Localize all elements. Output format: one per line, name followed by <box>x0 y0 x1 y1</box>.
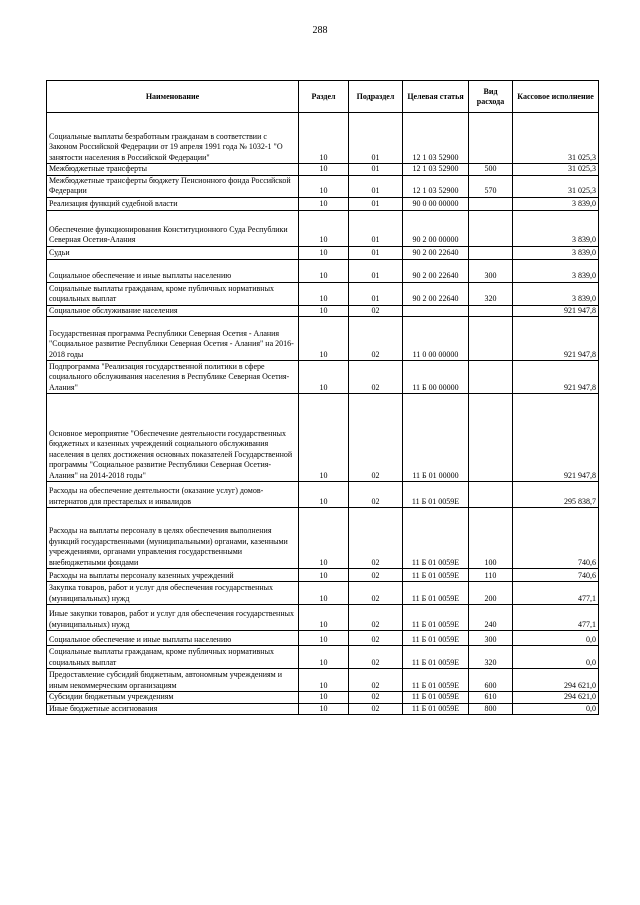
cell-kind <box>469 482 513 508</box>
cell-section: 10 <box>299 394 349 482</box>
cell-name: Подпрограмма "Реализация государственной политики в сфере социального обслуживания населения в Республике Северная Осетия-Алания" <box>47 361 299 394</box>
cell-name: Социальное обеспечение и иные выплаты населению <box>47 631 299 646</box>
cell-amount: 477,1 <box>513 582 599 605</box>
cell-subsection: 02 <box>349 569 403 582</box>
cell-kind: 110 <box>469 569 513 582</box>
table-row <box>47 305 599 317</box>
cell-amount: 3 839,0 <box>513 282 599 305</box>
cell-kind <box>469 197 513 210</box>
table-row <box>47 210 599 246</box>
cell-kind: 320 <box>469 282 513 305</box>
cell-article: 90 2 00 22640 <box>403 259 469 282</box>
cell-article: 11 Б 01 0059Е <box>403 569 469 582</box>
cell-article: 90 0 00 00000 <box>403 197 469 210</box>
cell-name: Иные закупки товаров, работ и услуг для обеспечения государственных (муниципальных) нужд <box>47 605 299 631</box>
cell-section: 10 <box>299 317 349 361</box>
cell-subsection: 01 <box>349 113 403 164</box>
cell-amount: 740,6 <box>513 569 599 582</box>
cell-name: Судьи <box>47 246 299 259</box>
cell-article: 11 0 00 00000 <box>403 317 469 361</box>
table-row <box>47 394 599 482</box>
table-row <box>47 508 599 569</box>
cell-subsection: 02 <box>349 305 403 317</box>
cell-name: Государственная программа Республики Северная Осетия - Алания "Социальное развитие Республики Северная Осетия - Алания" на 2016-2018 годы <box>47 317 299 361</box>
cell-section: 10 <box>299 482 349 508</box>
column-header-name: Наименование <box>47 81 299 113</box>
cell-amount: 31 025,3 <box>513 175 599 197</box>
table-row <box>47 361 599 394</box>
cell-amount: 477,1 <box>513 605 599 631</box>
table-row <box>47 569 599 582</box>
cell-kind: 600 <box>469 669 513 692</box>
cell-article: 11 Б 01 0059Е <box>403 646 469 669</box>
cell-subsection: 02 <box>349 508 403 569</box>
cell-article: 11 Б 01 0059Е <box>403 703 469 715</box>
table-row <box>47 605 599 631</box>
cell-amount: 921 947,8 <box>513 305 599 317</box>
cell-kind <box>469 210 513 246</box>
table-row <box>47 175 599 197</box>
cell-subsection: 02 <box>349 482 403 508</box>
cell-kind: 200 <box>469 582 513 605</box>
cell-section: 10 <box>299 361 349 394</box>
cell-name: Социальное обслуживание населения <box>47 305 299 317</box>
cell-section: 10 <box>299 175 349 197</box>
cell-subsection: 01 <box>349 197 403 210</box>
cell-name: Основное мероприятие "Обеспечение деятельности государственных бюджетных и казенных учреждений социального обслуживания населения в целях достижения основных показателей Государственной программы "Социальное развитие Республики Северная Осетия-Алания" на 2014-2018 годы" <box>47 394 299 482</box>
cell-kind: 320 <box>469 646 513 669</box>
cell-section: 10 <box>299 246 349 259</box>
cell-article: 90 2 00 22640 <box>403 282 469 305</box>
table-row <box>47 317 599 361</box>
cell-amount: 294 621,0 <box>513 669 599 692</box>
cell-subsection: 02 <box>349 646 403 669</box>
table-row <box>47 246 599 259</box>
cell-subsection: 02 <box>349 631 403 646</box>
cell-article: 11 Б 00 00000 <box>403 361 469 394</box>
cell-subsection: 01 <box>349 175 403 197</box>
cell-name: Социальное обеспечение и иные выплаты населению <box>47 259 299 282</box>
cell-name: Субсидии бюджетным учреждениям <box>47 692 299 704</box>
cell-section: 10 <box>299 210 349 246</box>
cell-name: Иные бюджетные ассигнования <box>47 703 299 715</box>
column-header-kind: Вид расхода <box>469 81 513 113</box>
cell-section: 10 <box>299 164 349 176</box>
cell-section: 10 <box>299 692 349 704</box>
column-header-section: Раздел <box>299 81 349 113</box>
cell-article: 11 Б 01 0059Е <box>403 582 469 605</box>
table-row <box>47 482 599 508</box>
cell-kind: 500 <box>469 164 513 176</box>
cell-article: 12 1 03 52900 <box>403 175 469 197</box>
cell-subsection: 01 <box>349 259 403 282</box>
cell-amount: 31 025,3 <box>513 164 599 176</box>
column-header-article: Целевая статья <box>403 81 469 113</box>
cell-subsection: 02 <box>349 692 403 704</box>
cell-section: 10 <box>299 259 349 282</box>
cell-kind <box>469 317 513 361</box>
cell-amount: 294 621,0 <box>513 692 599 704</box>
cell-section: 10 <box>299 703 349 715</box>
cell-subsection: 02 <box>349 582 403 605</box>
cell-name: Закупка товаров, работ и услуг для обеспечения государственных (муниципальных) нужд <box>47 582 299 605</box>
cell-section: 10 <box>299 646 349 669</box>
cell-article: 11 Б 01 0059Е <box>403 508 469 569</box>
cell-section: 10 <box>299 569 349 582</box>
cell-name: Расходы на выплаты персоналу казенных учреждений <box>47 569 299 582</box>
cell-section: 10 <box>299 669 349 692</box>
cell-name: Социальные выплаты безработным гражданам в соответствии с Законом Российской Федерации от 19 апреля 1991 года № 1032-1 "О занятости населения в Российской Федерации" <box>47 113 299 164</box>
cell-article: 11 Б 01 00000 <box>403 394 469 482</box>
cell-amount: 3 839,0 <box>513 246 599 259</box>
cell-amount: 0,0 <box>513 646 599 669</box>
cell-kind: 610 <box>469 692 513 704</box>
cell-subsection: 01 <box>349 246 403 259</box>
cell-name: Расходы на выплаты персоналу в целях обеспечения выполнения функций государственными (муниципальными) органами, казенными учреждениями, органами управления государственными внебюджетными фондами <box>47 508 299 569</box>
cell-kind: 570 <box>469 175 513 197</box>
table-row <box>47 197 599 210</box>
table-row <box>47 582 599 605</box>
column-header-amount: Кассовое исполнение <box>513 81 599 113</box>
cell-subsection: 02 <box>349 361 403 394</box>
table-row <box>47 646 599 669</box>
cell-kind: 300 <box>469 259 513 282</box>
cell-name: Реализация функций судебной власти <box>47 197 299 210</box>
cell-kind <box>469 246 513 259</box>
cell-name: Социальные выплаты гражданам, кроме публичных нормативных социальных выплат <box>47 282 299 305</box>
page-number: 288 <box>312 25 328 36</box>
cell-name: Расходы на обеспечение деятельности (оказание услуг) домов-интернатов для престарелых и инвалидов <box>47 482 299 508</box>
cell-subsection: 02 <box>349 317 403 361</box>
table-row <box>47 669 599 692</box>
cell-section: 10 <box>299 305 349 317</box>
table-row <box>47 259 599 282</box>
cell-amount: 921 947,8 <box>513 361 599 394</box>
cell-article: 90 2 00 00000 <box>403 210 469 246</box>
cell-article: 90 2 00 22640 <box>403 246 469 259</box>
cell-amount: 0,0 <box>513 631 599 646</box>
cell-subsection: 02 <box>349 669 403 692</box>
table-row <box>47 164 599 176</box>
cell-amount: 921 947,8 <box>513 317 599 361</box>
cell-section: 10 <box>299 605 349 631</box>
cell-subsection: 01 <box>349 210 403 246</box>
column-header-subsection: Подраздел <box>349 81 403 113</box>
cell-article: 12 1 03 52900 <box>403 113 469 164</box>
cell-kind <box>469 113 513 164</box>
cell-article <box>403 305 469 317</box>
cell-article: 11 Б 01 0059Е <box>403 482 469 508</box>
cell-amount: 295 838,7 <box>513 482 599 508</box>
cell-subsection: 01 <box>349 282 403 305</box>
cell-kind: 300 <box>469 631 513 646</box>
cell-section: 10 <box>299 508 349 569</box>
cell-section: 10 <box>299 197 349 210</box>
cell-amount: 3 839,0 <box>513 259 599 282</box>
cell-name: Обеспечение функционирования Конституционного Суда Республики Северная Осетия-Алания <box>47 210 299 246</box>
table-row <box>47 692 599 704</box>
cell-kind <box>469 305 513 317</box>
cell-amount: 3 839,0 <box>513 197 599 210</box>
cell-subsection: 02 <box>349 703 403 715</box>
budget-table <box>46 80 599 715</box>
table-body <box>47 113 599 715</box>
cell-subsection: 02 <box>349 605 403 631</box>
cell-amount: 3 839,0 <box>513 210 599 246</box>
cell-name: Межбюджетные трансферты бюджету Пенсионного фонда Российской Федерации <box>47 175 299 197</box>
cell-amount: 921 947,8 <box>513 394 599 482</box>
cell-kind <box>469 361 513 394</box>
table-row <box>47 113 599 164</box>
cell-name: Межбюджетные трансферты <box>47 164 299 176</box>
cell-name: Социальные выплаты гражданам, кроме публичных нормативных социальных выплат <box>47 646 299 669</box>
cell-section: 10 <box>299 582 349 605</box>
cell-kind <box>469 394 513 482</box>
cell-article: 11 Б 01 0059Е <box>403 669 469 692</box>
cell-article: 11 Б 01 0059Е <box>403 631 469 646</box>
cell-article: 11 Б 01 0059Е <box>403 692 469 704</box>
cell-amount: 0,0 <box>513 703 599 715</box>
table-row <box>47 282 599 305</box>
cell-amount: 31 025,3 <box>513 113 599 164</box>
cell-section: 10 <box>299 631 349 646</box>
cell-subsection: 02 <box>349 394 403 482</box>
cell-kind: 240 <box>469 605 513 631</box>
cell-amount: 740,6 <box>513 508 599 569</box>
cell-article: 11 Б 01 0059Е <box>403 605 469 631</box>
cell-kind: 800 <box>469 703 513 715</box>
table-row <box>47 703 599 715</box>
table-row <box>47 631 599 646</box>
cell-article: 12 1 03 52900 <box>403 164 469 176</box>
cell-name: Предоставление субсидий бюджетным, автономным учреждениям и иным некоммерческим организациям <box>47 669 299 692</box>
cell-kind: 100 <box>469 508 513 569</box>
cell-section: 10 <box>299 113 349 164</box>
cell-section: 10 <box>299 282 349 305</box>
cell-subsection: 01 <box>349 164 403 176</box>
table-header-row <box>47 81 599 113</box>
